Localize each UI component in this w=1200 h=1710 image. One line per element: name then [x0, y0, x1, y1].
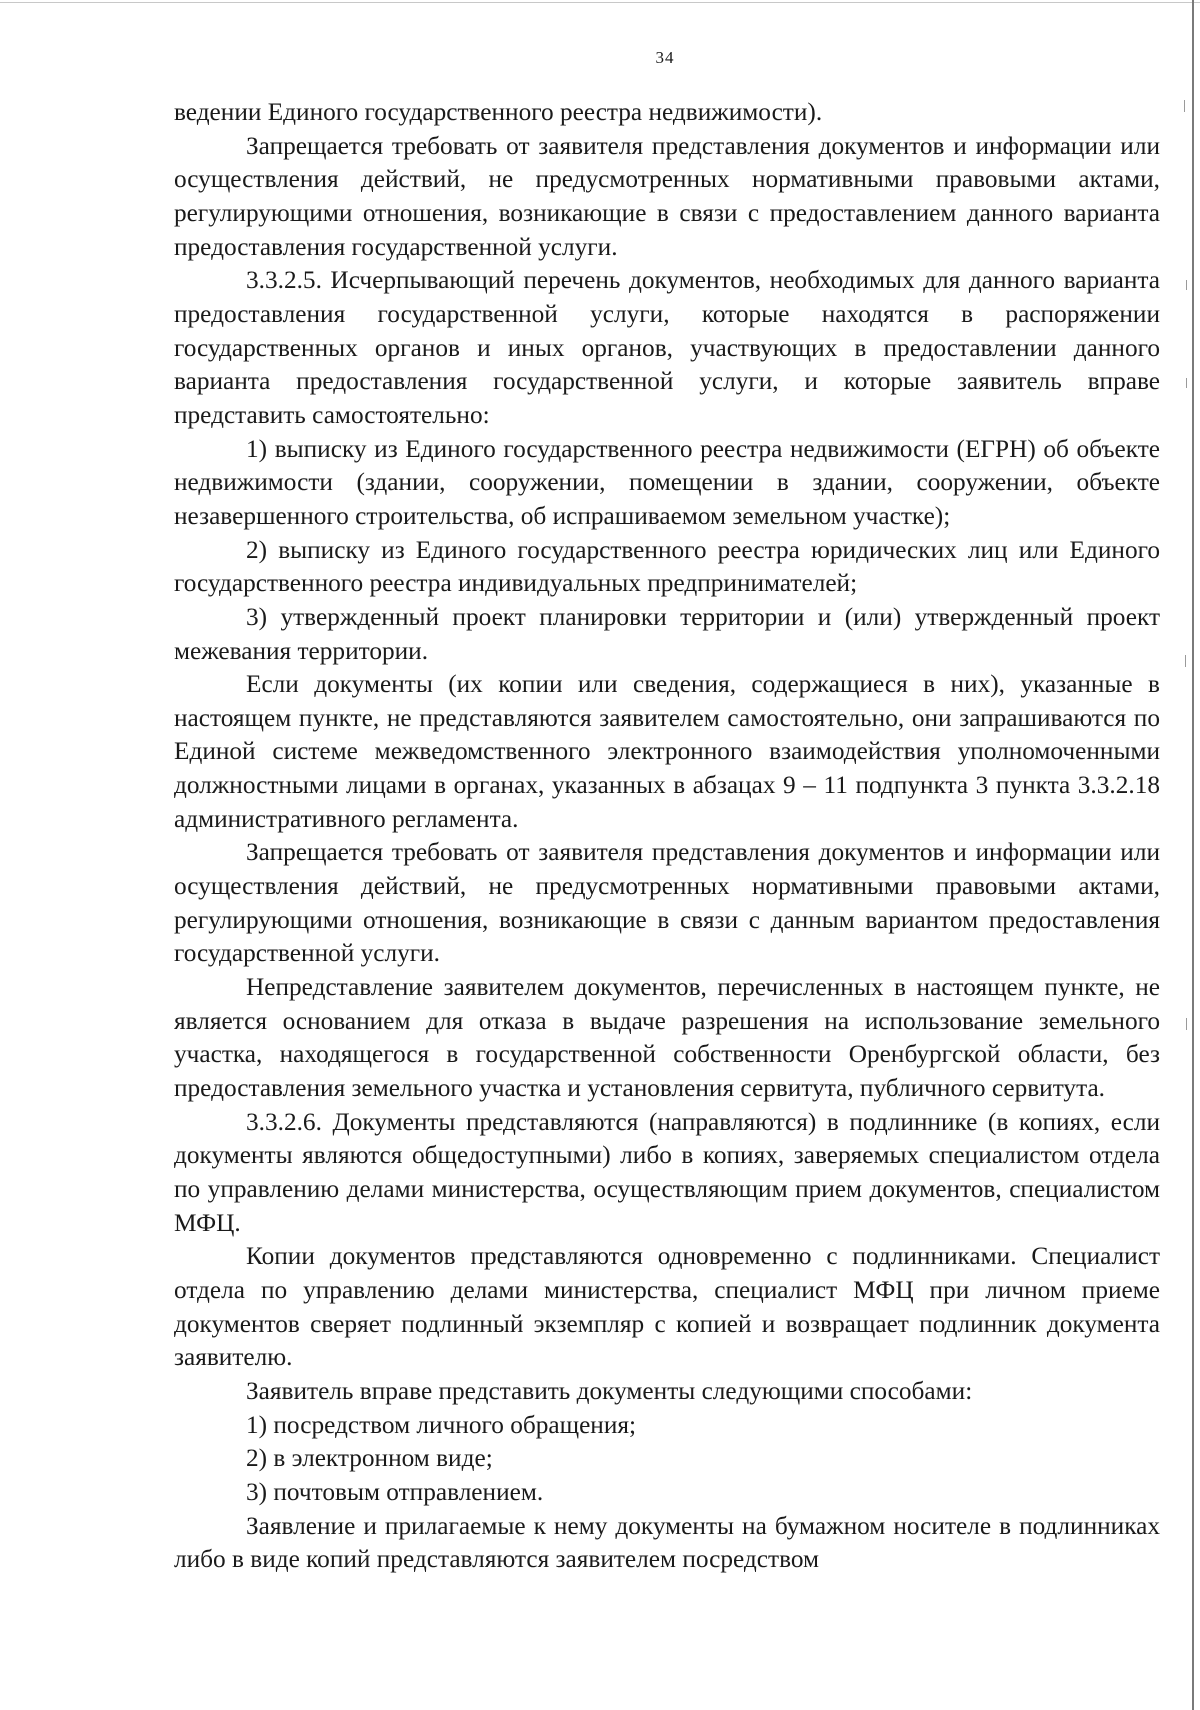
scan-mark: [1184, 100, 1185, 112]
list-item: 3) утвержденный проект планировки территории и (или) утвержденный проект межевания территории.: [174, 602, 1160, 665]
scan-mark: [1185, 655, 1186, 667]
paragraph: Непредставление заявителем документов, перечисленных в настоящем пункте, не является основанием для отказа в выдаче разрешения на использование земельного участка, находящегося в государственной собственности Оренбургской области, без предоставления земельного участка и установления сервитута, публичного сервитута.: [174, 973, 1160, 1103]
paragraph: Заявитель вправе представить документы следующими способами:: [246, 1376, 973, 1405]
list-item: 2) выписку из Единого государственного реестра юридических лиц или Единого государственного реестра индивидуальных предпринимателей;: [174, 535, 1160, 598]
paragraph: ведении Единого государственного реестра недвижимости).: [174, 98, 823, 126]
document-body: [174, 96, 1160, 1577]
paragraph: Заявление и прилагаемые к нему документы на бумажном носителе в подлинниках либо в виде копий представляются заявителем посредством: [174, 1511, 1160, 1574]
paragraph: Запрещается требовать от заявителя представления документов и информации или осуществления действий, не предусмотренных нормативными правовыми актами, регулирующими отношения, возникающие в связи с предоставлением данного варианта предоставления государственной услуги.: [174, 131, 1160, 261]
scan-edge-top: [0, 2, 1200, 3]
paragraph: 3.3.2.5. Исчерпывающий перечень документов, необходимых для данного варианта предоставления государственной услуги, которые находятся в распоряжении государственных органов и иных органов, участвующих в предоставлении данного варианта предоставления государственной услуги, и которые заявитель вправе представить самостоятельно:: [174, 266, 1160, 429]
paragraph: Если документы (их копии или сведения, содержащиеся в них), указанные в настоящем пункте, не представляются заявителем самостоятельно, они запрашиваются по Единой системе межведомственного электронного взаимодействия уполномоченными должностными лицами в органах, указанных в абзацах 9 – 11 подпункта 3 пункта 3.3.2.18 административного регламента.: [174, 670, 1160, 833]
paragraph: Копии документов представляются одновременно с подлинниками. Специалист отдела по управлению делами министерства, специалист МФЦ при личном приеме документов сверяет подлинный экземпляр с копией и возвращает подлинник документа заявителю.: [174, 1242, 1160, 1372]
list-item: 3) почтовым отправлением.: [246, 1477, 544, 1506]
list-item: 1) посредством личного обращения;: [246, 1410, 637, 1439]
paragraph: Запрещается требовать от заявителя представления документов и информации или осуществления действий, не предусмотренных нормативными правовыми актами, регулирующими отношения, возникающие в связи с данным вариантом предоставления государственной услуги.: [174, 838, 1160, 968]
paragraph: 3.3.2.6. Документы представляются (направляются) в подлиннике (в копиях, если документы являются общедоступными) либо в копиях, заверяемых специалистом отдела по управлению делами министерства, осуществляющим прием документов, специалистом МФЦ.: [174, 1107, 1160, 1237]
list-item: 1) выписку из Единого государственного реестра недвижимости (ЕГРН) об объекте недвижимости (здании, сооружении, помещении в здании, сооружении, объекте незавершенного строительства, об испрашиваемом земельном участке);: [174, 434, 1160, 530]
scan-mark: [1186, 1018, 1187, 1030]
list-item: 2) в электронном виде;: [246, 1444, 493, 1473]
scan-edge-right: [1192, 0, 1194, 1710]
scan-mark: [1186, 280, 1187, 290]
page-number: 34: [655, 48, 675, 67]
scan-mark: [1186, 378, 1187, 388]
